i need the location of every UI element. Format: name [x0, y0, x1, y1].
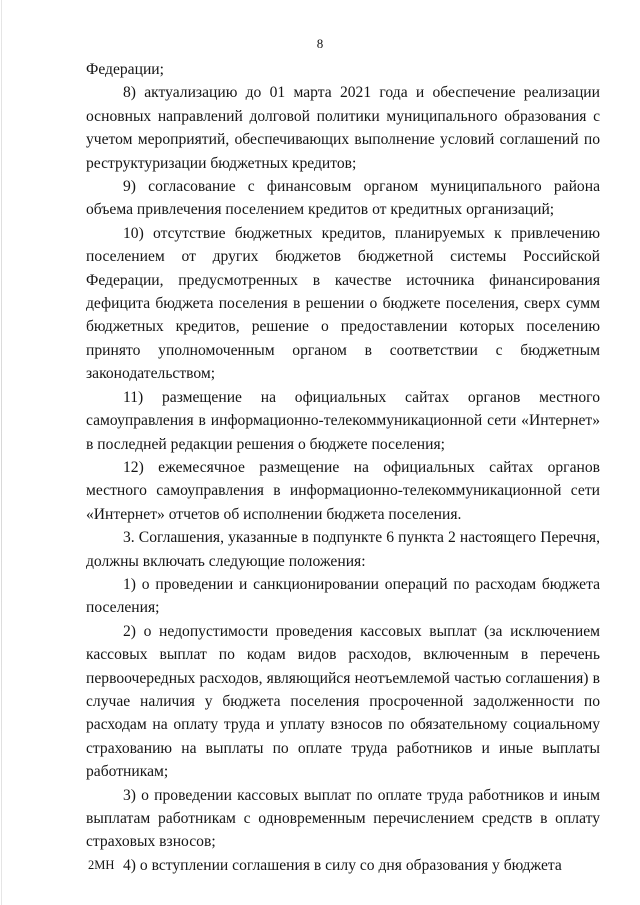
- paragraph-subitem-1: 1) о проведении и санкционировании операций по расходам бюджета поселения;: [86, 575, 600, 617]
- document-body: [86, 58, 600, 877]
- paragraph-item-12: 12) ежемесячное размещение на официальных сайтах органов местного самоуправления в информационно-телекоммуникационной сети «Интернет» отчетов об исполнении бюджета поселения.: [86, 458, 600, 523]
- paragraph-subitem-3: 3) о проведении кассовых выплат по оплате труда работников и иным выплатам работникам с одновременным перечислением средств в оплату страховых взносов;: [86, 786, 600, 851]
- paragraph-subitem-4: 4) о вступлении соглашения в силу со дня образования у бюджета: [123, 856, 562, 874]
- footer-code: 2МН: [88, 858, 115, 872]
- paragraph-item-10: 10) отсутствие бюджетных кредитов, планируемых к привлечению поселением от других бюджетов бюджетной системы Российской Федерации, предусмотренных в качестве источника финансирования дефицита бюджета поселения в решении о бюджете поселения, сверх сумм бюджетных кредитов, решение о предоставлении которых поселению принято уполномоченным органом в соответствии с бюджетным законодательством;: [86, 224, 600, 383]
- paragraph-subitem-2: 2) о недопустимости проведения кассовых выплат (за исключением кассовых выплат по кодам видов расходов, включенным в перечень первоочередных расходов, являющийся неотъемлемой частью соглашения) в случае наличия у бюджета поселения просроченной задолженности по расходам на оплату труда и уплату взносов по обязательному социальному страхованию на выплаты по оплате труда работников и иные выплаты работникам;: [86, 622, 600, 781]
- paragraph-item-9: 9) согласование с финансовым органом муниципального района объема привлечения поселением кредитов от кредитных организаций;: [86, 178, 600, 219]
- paragraph-section-3: 3. Соглашения, указанные в подпункте 6 пункта 2 настоящего Перечня, должны включать следующие положения:: [86, 529, 600, 570]
- paragraph-item-8: 8) актуализацию до 01 марта 2021 года и обеспечение реализации основных направлений долговой политики муниципального образования с учетом мероприятий, обеспечивающих выполнение условий соглашений по реструктуризации бюджетных кредитов;: [86, 84, 600, 172]
- paragraph-item-11: 11) размещение на официальных сайтах органов местного самоуправления в информационно-телекоммуникационной сети «Интернет» в последней редакции решения о бюджете поселения;: [86, 388, 600, 453]
- page-number: 8: [316, 36, 324, 51]
- paragraph-continuation: Федерации;: [86, 61, 164, 78]
- scan-edge: [1, 0, 2, 905]
